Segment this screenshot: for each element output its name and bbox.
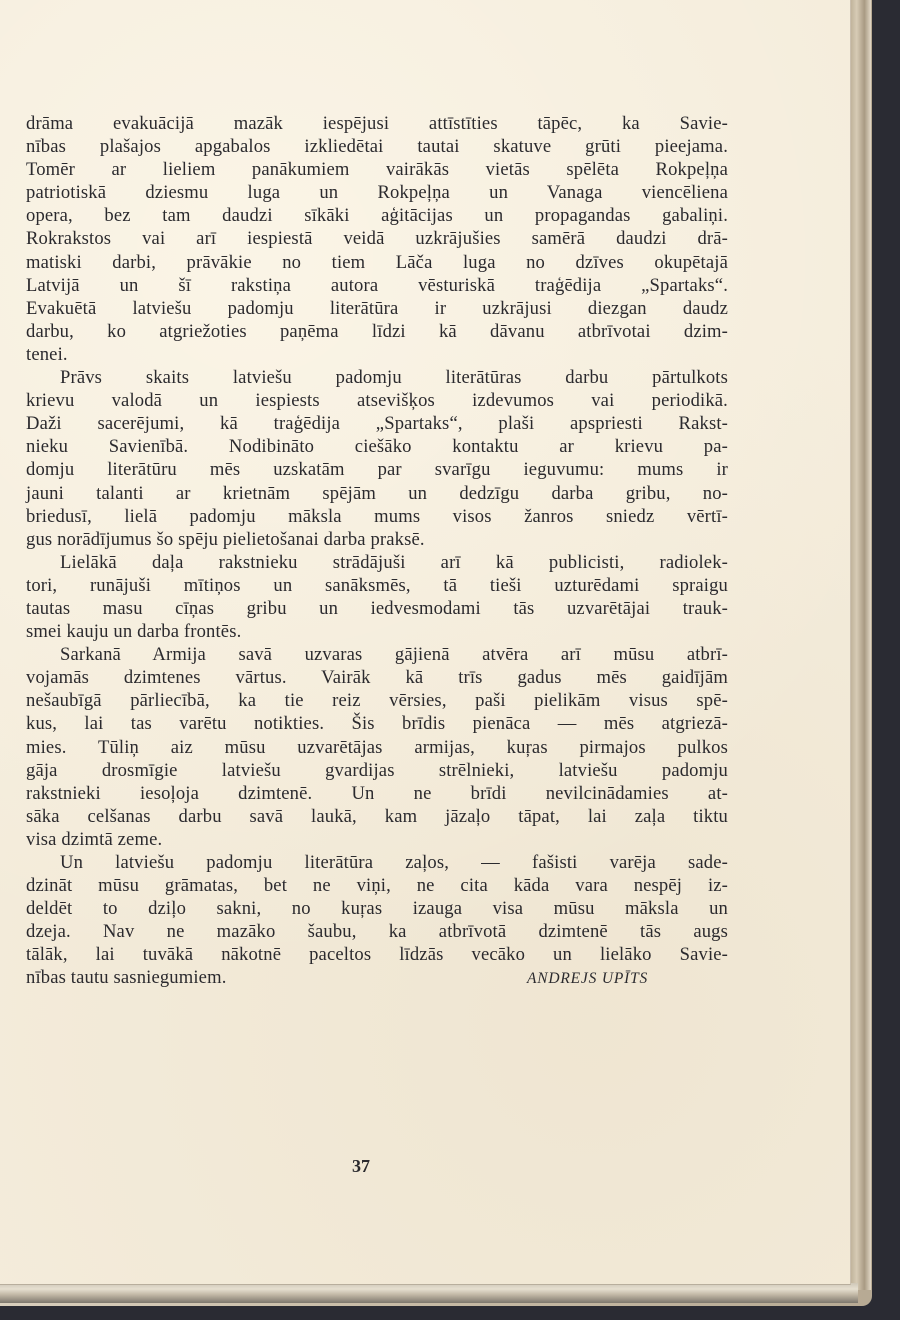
author-signature: ANDREJS UPĪTS [527,970,649,987]
text-line: Rokrakstos vai arī iespiestā veidā uzkrājušies samērā daudzi drā- [26,228,728,250]
text-line: Un latviešu padomju literātūra zaļos, — fašisti varēja sade- [60,852,728,873]
page-edges-right [849,0,871,1290]
text-line: briedusī, lielā padomju māksla mums visos žanros sniedz vērtī- [26,505,728,527]
paragraph [26,851,728,990]
page-edges-bottom [0,1283,858,1303]
body-text [26,112,728,990]
text-line: domju literātūru mēs uzskatām par svarīgu ieguvumu: mums ir [26,459,728,481]
text-line: drāma evakuācijā mazāk iespējusi attīstīties tāpēc, ka Savie- [26,113,728,134]
text-line: dzeja. Nav ne mazāko šaubu, ka atbrīvotā dzimtenē tās augs [26,921,728,943]
text-line: rakstnieki iesoļoja dzimtenē. Un ne brīdi nevilcinādamies at- [26,782,728,804]
text-line: opera, bez tam daudzi sīkāki aģitācijas un propagandas gabaliņi. [26,205,728,227]
text-line: patriotiskā dziesmu luga un Rokpeļņa un Vanaga viencēliena [26,182,728,204]
text-line: tautas masu cīņas gribu un iedvesmodami tās uzvarētājai trauk- [26,597,728,619]
text-line: darbu, ko atgriežoties paņēma līdzi kā dāvanu atbrīvotai dzim- [26,320,728,342]
text-line: nības plašajos apgabalos izkliedētai tautai skatuve grūti pieejama. [26,136,728,158]
text-line: nešaubīgā pārliecībā, ka tie reiz vērsies, paši pielikām visus spē- [26,690,728,712]
text-line: tori, runājuši mītiņos un sanāksmēs, tā tieši uzturēdami spraigu [26,574,728,596]
text-line: Evakuētā latviešu padomju literātūra ir uzkrājusi diezgan daudz [26,297,728,319]
text-line: matiski darbi, prāvākie no tiem Lāča luga no dzīves okupētajā [26,251,728,273]
paragraph [26,366,728,551]
text-line: nieku Savienībā. Nodibināto ciešāko kontaktu ar krievu pa- [26,436,728,458]
text-line: krievu valodā un iespiests atsevišķos izdevumos vai periodikā. [26,390,728,412]
text-line: Tomēr ar lieliem panākumiem vairākās vietās spēlēta Rokpeļņa [26,159,728,181]
text-line: mies. Tūliņ aiz mūsu uzvarētājas armijas, kuŗas pirmajos pulkos [26,736,728,758]
text-line: Daži sacerējumi, kā traģēdija „Spartaks“, plaši apspriesti Rakst- [26,413,728,435]
text-line: sāka celšanas darbu savā laukā, kam jāzaļo tāpat, lai zaļa tiktu [26,805,728,827]
text-line: tenei. [26,343,68,365]
page-number: 37 [352,1156,370,1176]
paragraph [26,551,728,643]
text-line: nības tautu sasniegumiem. [26,967,227,989]
text-line: Lielākā daļa rakstnieku strādājuši arī kā publicisti, radiolek- [60,551,728,573]
text-line: deldēt to dziļo sakni, no kuŗas izauga visa mūsu māksla un [26,898,728,920]
text-line: smei kauju un darba frontēs. [26,621,242,643]
text-line: gus norādījumus šo spēju pielietošanai darba praksē. [26,528,425,550]
text-line: vojamās dzimtenes vārtus. Vairāk kā trīs gadus mēs gaidījām [26,667,728,689]
paragraph [26,643,728,851]
text-line: visa dzimtā zeme. [26,828,163,850]
paragraph [26,112,728,366]
text-line: Sarkanā Armija savā uzvaras gājienā atvēra arī mūsu atbrī- [60,644,728,666]
text-line: kus, lai tas varētu notikties. Šis brīdis pienāca — mēs atgriezā- [26,713,728,735]
text-line: jauni talanti ar krietnām spējām un dedzīgu darba gribu, no- [26,482,728,504]
text-line: gāja drosmīgie latviešu gvardijas strēlnieki, latviešu padomju [26,759,728,781]
text-line: tālāk, lai tuvākā nākotnē paceltos līdzās vecāko un lielāko Savie- [26,944,728,966]
text-line: Latvijā un šī rakstiņa autora vēsturiskā traģēdija „Spartaks“. [26,274,728,296]
text-line: Prāvs skaits latviešu padomju literātūras darbu pārtulkots [60,367,728,389]
text-line: dzināt mūsu grāmatas, bet ne viņi, ne cita kāda vara nespēj iz- [26,875,728,897]
